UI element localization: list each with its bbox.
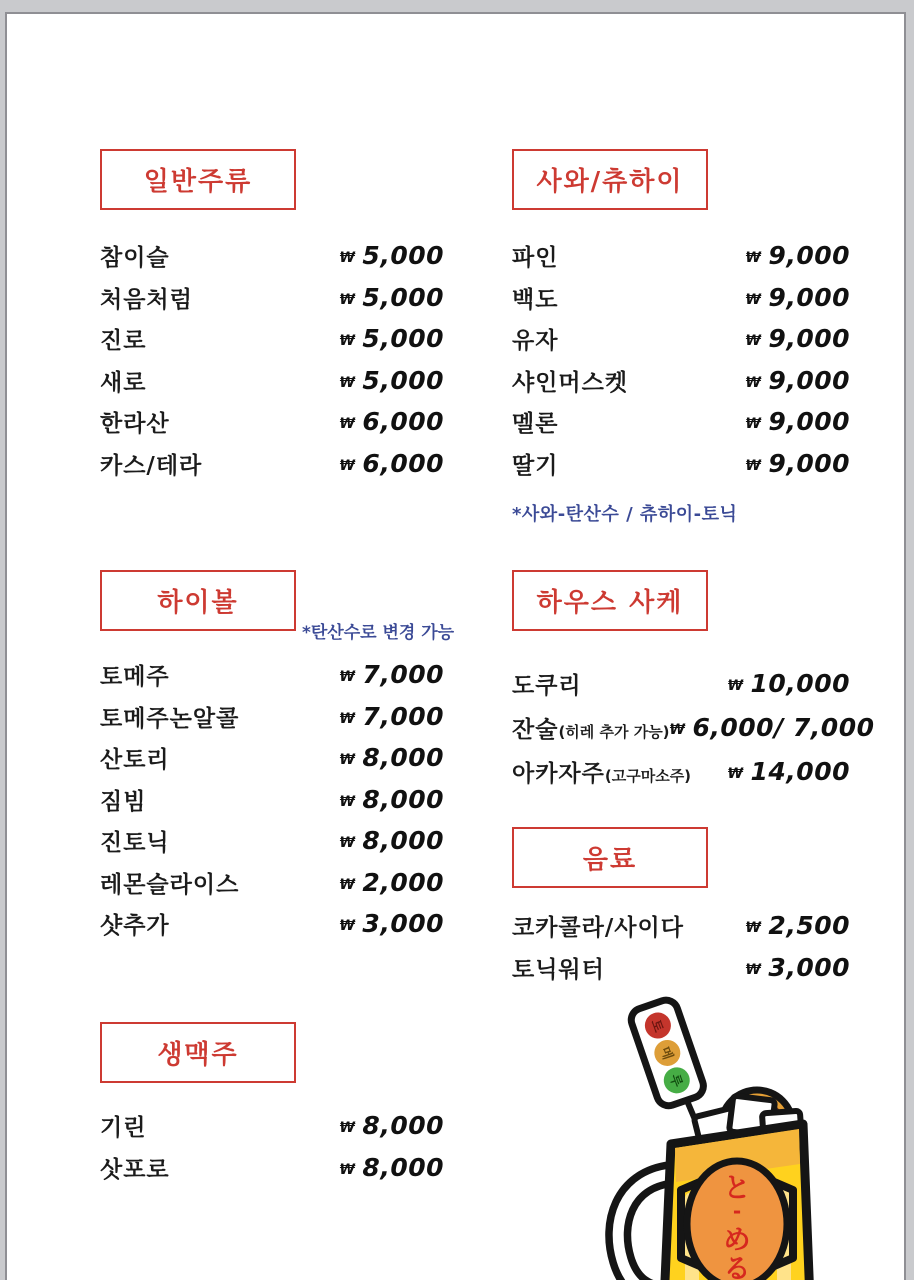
won-symbol: ₩ (339, 918, 356, 935)
item-list (512, 235, 850, 484)
won-symbol: ₩ (339, 710, 356, 727)
traffic-char-amber: 메 (656, 1045, 676, 1062)
item-name: 산토리 (100, 747, 170, 774)
item-name: 유자 (512, 328, 559, 355)
menu-item-row (100, 903, 444, 945)
item-price: ₩ 7,000 (339, 660, 444, 690)
section-drinks (512, 827, 850, 988)
item-name: 새로 (100, 369, 147, 396)
won-symbol: ₩ (745, 457, 762, 474)
traffic-char-red: 토 (647, 1017, 666, 1035)
badge-char-4: る (723, 1254, 751, 1280)
item-price: ₩ 6,000/ 7,000 (669, 712, 875, 742)
traffic-char-green: 루 (666, 1072, 685, 1090)
won-symbol: ₩ (339, 457, 356, 474)
item-price: ₩ 6,000 (339, 448, 444, 478)
menu-item-row (100, 862, 444, 904)
section-title: 음료 (582, 845, 638, 875)
item-name: 샤인머스켓 (512, 369, 629, 396)
won-symbol: ₩ (745, 920, 762, 937)
item-price: ₩ 8,000 (339, 743, 444, 773)
menu-item-row (512, 235, 850, 277)
badge-char-3: め (723, 1225, 751, 1256)
menu-item-row (100, 820, 444, 862)
item-name: 도쿠리 (512, 672, 582, 699)
item-list (100, 235, 444, 484)
menu-item-row (100, 1147, 444, 1189)
item-price: ₩ 3,000 (745, 952, 850, 982)
item-name: 백도 (512, 286, 559, 313)
item-price: ₩ 9,000 (745, 407, 850, 437)
item-price: ₩ 8,000 (339, 826, 444, 856)
section-title: 생맥주 (157, 1040, 239, 1070)
menu-item-row (512, 401, 850, 443)
won-symbol: ₩ (339, 1161, 356, 1178)
section-title-box (512, 149, 708, 210)
item-list (100, 1105, 444, 1188)
item-name: 잔술(히레 추가 가능) (512, 716, 670, 743)
item-price: ₩ 9,000 (745, 324, 850, 354)
menu-item-row (100, 654, 444, 696)
won-symbol: ₩ (745, 374, 762, 391)
item-price: ₩ 5,000 (339, 365, 444, 395)
menu-item-row (512, 947, 850, 989)
item-price: ₩ 6,000 (339, 407, 444, 437)
menu-item-row (512, 277, 850, 319)
mug-badge-text (724, 1173, 751, 1280)
section-title: 사와/츄하이 (536, 167, 684, 197)
section-title-box (100, 1022, 296, 1083)
section-sawa-chuhai (512, 149, 850, 526)
won-symbol: ₩ (339, 1120, 356, 1137)
item-price: ₩ 9,000 (745, 241, 850, 271)
menu-item-row (512, 705, 875, 749)
won-symbol: ₩ (339, 416, 356, 433)
item-list (512, 661, 875, 793)
section-side-note: *탄산수로 변경 가능 (302, 623, 455, 643)
item-price: ₩ 3,000 (339, 909, 444, 939)
won-symbol: ₩ (339, 793, 356, 810)
won-symbol: ₩ (339, 250, 356, 267)
won-symbol: ₩ (339, 374, 356, 391)
section-title-box (100, 149, 296, 210)
section-title-box (100, 570, 296, 631)
menu-item-row (512, 360, 850, 402)
shop-logo (605, 996, 833, 1280)
item-name: 파인 (512, 245, 559, 272)
menu-item-row (100, 235, 444, 277)
item-price: ₩ 14,000 (727, 756, 850, 786)
section-draft-beer (100, 1022, 444, 1188)
menu-item-row (512, 318, 850, 360)
won-symbol: ₩ (339, 333, 356, 350)
menu-item-row (100, 443, 444, 485)
menu-item-row (512, 749, 850, 793)
section-title: 하이볼 (157, 588, 239, 618)
item-list (100, 654, 444, 945)
won-symbol: ₩ (339, 876, 356, 893)
menu-item-row (100, 696, 444, 738)
item-name: 아카자주(고구마소주) (512, 760, 692, 787)
item-name-note: (고구마소주) (604, 766, 692, 785)
item-name: 토메주논알콜 (100, 705, 240, 732)
section-title: 하우스 사케 (536, 588, 684, 618)
item-name: 삿포로 (100, 1156, 170, 1183)
item-price: ₩ 7,000 (339, 701, 444, 731)
item-price: ₩ 9,000 (745, 448, 850, 478)
item-name: 카스/테라 (100, 452, 203, 479)
menu-item-row (100, 318, 444, 360)
item-price: ₩ 8,000 (339, 1111, 444, 1141)
section-title-box (512, 570, 708, 631)
won-symbol: ₩ (339, 752, 356, 769)
won-symbol: ₩ (745, 333, 762, 350)
item-name: 기린 (100, 1115, 147, 1142)
item-price: ₩ 5,000 (339, 282, 444, 312)
item-name: 짐빔 (100, 788, 147, 815)
item-price: ₩ 8,000 (339, 1152, 444, 1182)
won-symbol: ₩ (727, 677, 744, 694)
item-price: ₩ 9,000 (745, 282, 850, 312)
item-name: 처음처럼 (100, 286, 193, 313)
menu-item-row (512, 661, 850, 705)
item-name: 진토닉 (100, 830, 170, 857)
won-symbol: ₩ (745, 250, 762, 267)
menu-item-row (100, 360, 444, 402)
item-name: 진로 (100, 328, 147, 355)
item-name: 샷추가 (100, 913, 170, 940)
item-price: ₩ 5,000 (339, 241, 444, 271)
item-name: 레몬슬라이스 (100, 871, 240, 898)
won-symbol: ₩ (745, 961, 762, 978)
item-name: 토메주 (100, 664, 170, 691)
won-symbol: ₩ (339, 835, 356, 852)
item-name: 한라산 (100, 411, 170, 438)
badge-char-1: と (723, 1173, 751, 1204)
item-name: 코카콜라/사이다 (512, 915, 684, 942)
section-general-liquor (100, 149, 444, 484)
item-price: ₩ 2,000 (339, 867, 444, 897)
item-price: ₩ 2,500 (745, 911, 850, 941)
won-symbol: ₩ (727, 765, 744, 782)
item-name-note: (히레 추가 가능) (558, 722, 670, 741)
item-name: 토닉워터 (512, 956, 605, 983)
beer-mug-icon (605, 996, 833, 1280)
item-price: ₩ 9,000 (745, 365, 850, 395)
menu-item-row (100, 277, 444, 319)
section-footnote: *사와-탄산수 / 츄하이-토닉 (512, 504, 738, 525)
won-symbol: ₩ (745, 416, 762, 433)
item-name: 멜론 (512, 411, 559, 438)
mug-body (663, 1124, 811, 1280)
badge-char-2: - (732, 1199, 742, 1223)
section-title-box (512, 827, 708, 888)
menu-item-row (512, 905, 850, 947)
menu-page (5, 12, 906, 1280)
menu-item-row (100, 401, 444, 443)
menu-item-row (100, 737, 444, 779)
item-price: ₩ 10,000 (727, 668, 850, 698)
menu-item-row (100, 1105, 444, 1147)
section-house-sake (512, 570, 875, 793)
won-symbol: ₩ (745, 291, 762, 308)
section-highball (100, 570, 455, 945)
won-symbol: ₩ (339, 291, 356, 308)
menu-item-row (100, 779, 444, 821)
item-price: ₩ 8,000 (339, 784, 444, 814)
item-list (512, 905, 850, 988)
menu-item-row (512, 443, 850, 485)
item-price: ₩ 5,000 (339, 324, 444, 354)
item-name: 딸기 (512, 452, 559, 479)
item-name: 참이슬 (100, 245, 170, 272)
section-title: 일반주류 (143, 167, 253, 197)
won-symbol: ₩ (669, 721, 686, 738)
won-symbol: ₩ (339, 669, 356, 686)
